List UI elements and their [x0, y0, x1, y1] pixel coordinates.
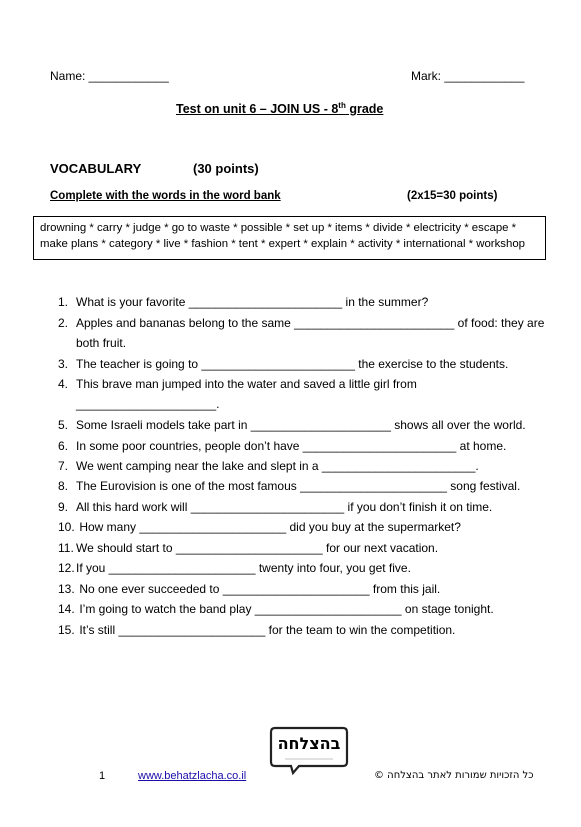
- question-text: If you ______________________ twenty into four, you get five.: [76, 561, 411, 575]
- question-text: We should start to ______________________ for our next vacation.: [76, 541, 439, 555]
- question-6: [58, 439, 506, 453]
- question-text: Some Israeli models take part in _____________________ shows all over the world.: [76, 418, 526, 432]
- question-text: What is your favorite _______________________ in the summer?: [76, 295, 429, 309]
- question-number: 3.: [58, 357, 69, 371]
- question-4-continuation: _____________________.: [76, 397, 220, 411]
- question-number: 15.: [58, 623, 75, 637]
- question-number: 1.: [58, 295, 69, 309]
- question-text: We went camping near the lake and slept in a _______________________.: [76, 459, 479, 473]
- question-number: 4.: [58, 377, 69, 391]
- page-number: 1: [99, 770, 106, 782]
- question-number: 11.: [58, 541, 74, 555]
- question-text: All this hard work will _______________________ if you don’t finish it on time.: [76, 500, 493, 514]
- question-text: How many ______________________ did you buy at the supermarket?: [76, 520, 461, 534]
- question-number: 13.: [58, 582, 75, 596]
- question-11: [58, 541, 438, 555]
- name-field: Name: ____________: [50, 69, 169, 83]
- question-text: No one ever succeeded to ______________________ from this jail.: [76, 582, 441, 596]
- question-5: [58, 418, 526, 432]
- question-7: [58, 459, 479, 473]
- logo-text: בהצלחה: [277, 734, 341, 753]
- question-text: In some poor countries, people don’t have _______________________ at home.: [76, 439, 507, 453]
- question-number: 12.: [58, 561, 75, 575]
- question-2-continuation: both fruit.: [76, 336, 127, 350]
- mark-field: Mark: ____________: [411, 69, 525, 83]
- page-title: [176, 101, 383, 116]
- question-4: [58, 377, 417, 391]
- question-text: The Eurovision is one of the most famous ______________________ song festival.: [76, 479, 521, 493]
- question-number: 8.: [58, 479, 69, 493]
- question-text: Apples and bananas belong to the same ________________________ of food: they are: [76, 316, 545, 330]
- question-number: 7.: [58, 459, 69, 473]
- question-13: [58, 582, 440, 596]
- question-14: [58, 602, 494, 616]
- instruction-points: (2x15=30 points): [407, 190, 498, 202]
- question-text: This brave man jumped into the water and saved a little girl from: [76, 377, 417, 391]
- question-8: [58, 479, 520, 493]
- question-number: 6.: [58, 439, 69, 453]
- section-points: (30 points): [193, 161, 259, 176]
- question-3: [58, 357, 508, 371]
- section-heading: VOCABULARY: [50, 161, 142, 176]
- question-text: The teacher is going to _______________________ the exercise to the students.: [76, 357, 509, 371]
- question-12: [58, 561, 411, 575]
- behatzlacha-logo: [269, 726, 349, 770]
- question-number: 2.: [58, 316, 69, 330]
- word-bank-line-2: make plans * category * live * fashion * tent * expert * explain * activity * international * workshop: [40, 238, 525, 250]
- question-9: [58, 500, 492, 514]
- title-main: Test on unit 6 – JOIN US - 8: [176, 102, 339, 117]
- question-number: 9.: [58, 500, 69, 514]
- question-number: 5.: [58, 418, 69, 432]
- title-tail: grade: [345, 102, 384, 117]
- question-text: I’m going to watch the band play ______________________ on stage tonight.: [76, 602, 494, 616]
- word-bank: [33, 216, 546, 260]
- question-10: [58, 520, 461, 534]
- copyright-notice: כל הזכויות שמורות לאתר בהצלחה ©: [374, 770, 534, 781]
- title-superscript: th: [338, 101, 346, 110]
- question-15: [58, 623, 455, 637]
- website-link[interactable]: www.behatzlacha.co.il: [138, 770, 247, 782]
- word-bank-line-1: drowning * carry * judge * go to waste * possible * set up * items * divide * electricity * escape *: [40, 222, 517, 234]
- instruction: Complete with the words in the word bank: [50, 190, 281, 202]
- question-text: It’s still ______________________ for the team to win the competition.: [76, 623, 456, 637]
- question-number: 14.: [58, 602, 75, 616]
- question-2: [58, 316, 544, 330]
- question-number: 10.: [58, 520, 75, 534]
- question-1: [58, 295, 428, 309]
